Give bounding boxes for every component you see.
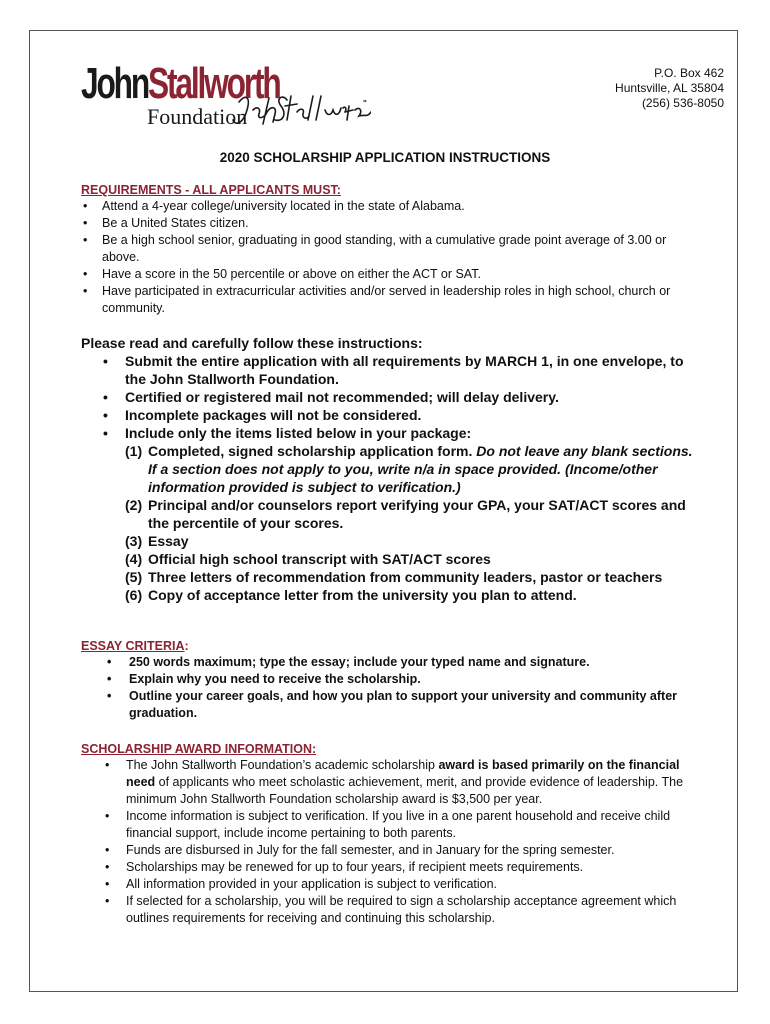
list-item: • All information provided in your application is subject to verification. (81, 876, 701, 893)
list-item: • 250 words maximum; type the essay; include your typed name and signature. (81, 654, 681, 671)
requirements-heading: REQUIREMENTS - ALL APPLICANTS MUST: (81, 183, 341, 197)
address-po-box: P.O. Box 462 (654, 66, 724, 80)
requirements-section (81, 182, 691, 317)
list-item: • Attend a 4-year college/university located in the state of Alabama. (81, 198, 691, 215)
list-item: • Submit the entire application with all requirements by MARCH 1, in one envelope, to the John Stallworth Foundation. (81, 352, 701, 388)
package-item: (4) Official high school transcript with SAT/ACT scores (125, 551, 491, 567)
essay-list (81, 654, 681, 722)
list-item: • Explain why you need to receive the scholarship. (81, 671, 681, 688)
list-item: • Be a high school senior, graduating in good standing, with a cumulative grade point average of 3.00 or above. (81, 232, 691, 266)
package-item: (3) Essay (125, 533, 189, 549)
list-item: • Have a score in the 50 percentile or above on either the ACT or SAT. (81, 266, 691, 283)
award-heading: SCHOLARSHIP AWARD INFORMATION: (81, 742, 317, 756)
list-item: • Certified or registered mail not recommended; will delay delivery. (81, 388, 701, 406)
list-item: • The John Stallworth Foundation’s academic scholarship award is based primarily on the financial need of applicants who meet scholastic achievement, merit, and provide evidence of leadership. The minimum John Stallworth Foundation scholarship award is $3,500 per year. (81, 757, 701, 808)
list-item: • Be a United States citizen. (81, 215, 691, 232)
essay-heading: ESSAY CRITERIA: (81, 639, 189, 653)
list-item: • Income information is subject to verification. If you live in a one parent household and receive child financial support, include income pertaining to both parents. (81, 808, 701, 842)
list-item: • Incomplete packages will not be considered. (81, 406, 701, 424)
list-item: • Have participated in extracurricular activities and/or served in leadership roles in high school, church or community. (81, 283, 691, 317)
instructions-list (81, 352, 701, 442)
list-item: • Include only the items listed below in your package: (81, 424, 701, 442)
logo-foundation: Foundation (147, 104, 248, 129)
package-item: (5) Three letters of recommendation from community leaders, pastor or teachers (125, 569, 663, 585)
list-item: • Funds are disbursed in July for the fall semester, and in January for the spring semester. (81, 842, 701, 859)
logo-john: John (81, 59, 149, 108)
package-item: (6) Copy of acceptance letter from the university you plan to attend. (125, 587, 577, 603)
mailing-address (615, 66, 724, 111)
list-item: • Outline your career goals, and how you plan to support your university and community after graduation. (81, 688, 681, 722)
page-title: 2020 SCHOLARSHIP APPLICATION INSTRUCTIONS (219, 150, 551, 165)
requirements-list (81, 198, 691, 317)
svg-text:": " (363, 99, 367, 108)
award-list (81, 757, 701, 927)
signature-icon (231, 92, 371, 132)
essay-section (81, 638, 681, 722)
address-city: Huntsville, AL 35804 (615, 81, 724, 95)
instructions-section (81, 334, 701, 604)
package-item: (1) Completed, signed scholarship application form. Do not leave any blank sections. If a section does not apply to you, write n/a in space provided. (Income/other information provided is subject to verification.) (125, 443, 693, 495)
instructions-heading: Please read and carefully follow these instructions: (81, 335, 423, 351)
list-item: • Scholarships may be renewed for up to four years, if recipient meets requirements. (81, 859, 701, 876)
logo-stallworth: Stallworth (148, 59, 280, 108)
address-phone: (256) 536-8050 (641, 96, 724, 110)
package-item: (2) Principal and/or counselors report verifying your GPA, your SAT/ACT scores and the percentile of your scores. (125, 497, 686, 531)
foundation-logo (81, 59, 371, 134)
list-item: • If selected for a scholarship, you will be required to sign a scholarship acceptance agreement which outlines requirements for receiving and continuing this scholarship. (81, 893, 701, 927)
package-items (125, 442, 701, 604)
award-section (81, 741, 701, 927)
